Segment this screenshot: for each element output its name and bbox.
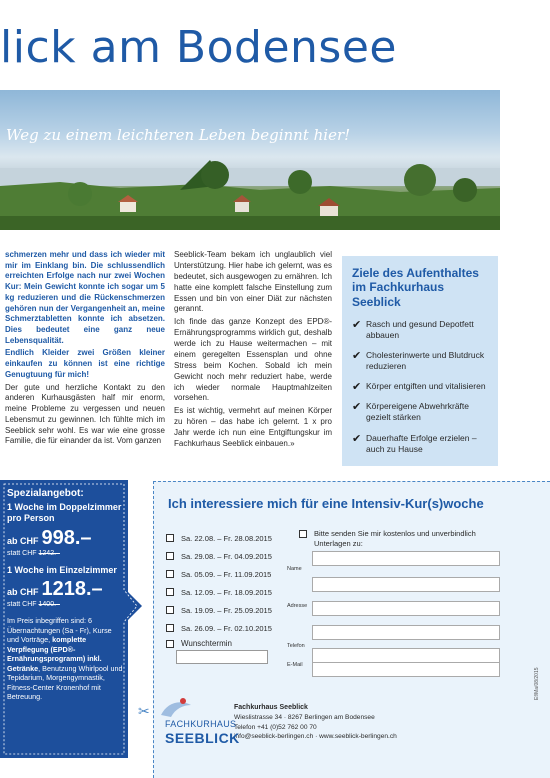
checkbox[interactable]: [166, 606, 174, 614]
included-bold: komplette Verpflegung (EPD®-Ernährungsprogramm) inkl. Getränke: [7, 635, 102, 673]
email-field[interactable]: [312, 662, 500, 677]
checkmark-icon: ✔: [352, 350, 362, 363]
checkbox[interactable]: [166, 570, 174, 578]
goals-title: Ziele des Aufenthaltes im Fachkurhaus Seeblick: [352, 266, 479, 309]
contact-phone: Telefon +41 (0)52 762 00 70: [234, 723, 317, 731]
checkbox[interactable]: [166, 534, 174, 542]
testimonial-column-1: [5, 250, 165, 449]
info-request-label: Bitte senden Sie mir kostenlos und unverbindlich Unterlagen zu:: [314, 529, 476, 549]
page-headline: lick am Bodensee: [0, 22, 397, 73]
wish-date-field[interactable]: [176, 650, 268, 664]
goal-item: [352, 350, 488, 372]
goal-text: Cholesterinwerte und Blutdruck reduzieren: [366, 350, 485, 372]
info-request-option[interactable]: [299, 529, 509, 549]
checkbox[interactable]: [166, 588, 174, 596]
phone-label: Telefon: [287, 643, 305, 649]
checkmark-icon: ✔: [352, 319, 362, 332]
date-option[interactable]: [166, 529, 272, 547]
form-title: Ich interessiere mich für eine Intensiv-Kur(s)woche: [168, 496, 484, 511]
lake-landscape-illustration: [0, 90, 500, 230]
date-option[interactable]: [166, 565, 272, 583]
date-label: Sa. 19.09. – Fr. 25.09.2015: [181, 605, 272, 615]
hero-tagline: Weg zu einem leichteren Leben beginnt hier!: [6, 126, 351, 144]
checkbox[interactable]: [166, 640, 174, 648]
double-room-old-price: [7, 550, 125, 557]
print-code: Ef/Ma/08/2015: [534, 667, 540, 700]
special-offer-panel: [0, 480, 142, 758]
goal-text: Dauerhafte Erfolge erzielen – auch zu Hause: [366, 432, 477, 454]
included-rest: , Benutzung Whirlpool und Tepidarium, Morgengymnastik, Fitness-Center Kronenhof mit Betreuung.: [7, 663, 123, 702]
date-option[interactable]: [166, 619, 272, 637]
phone-field[interactable]: [312, 648, 500, 663]
goal-item: [352, 401, 488, 423]
double-room-price: 998.–: [41, 526, 92, 549]
single-room-price: 1218.–: [41, 578, 103, 601]
date-label: Sa. 05.09. – Fr. 11.09.2015: [181, 569, 272, 579]
old-price-value: 1242.–: [38, 549, 60, 557]
testimonial-paragraph-2: Ich finde das ganze Konzept des EPD®-Ernährungsprogramms wirklich gut, deshalb werde ich zu Hause weitermachen – mit einem geregelten Essensplan und ohne Stress beim Kochen. Sobald ich mein Gewicht noch mehr reduziert habe, werde ich wieder normale Hauptmahlzeiten vorsehen.: [174, 317, 332, 403]
old-price-value: 1400.–: [38, 601, 60, 609]
checkmark-icon: ✔: [352, 381, 362, 394]
email-label: E-Mail: [287, 662, 303, 668]
date-label: Sa. 29.08. – Fr. 04.09.2015: [181, 551, 272, 561]
checkmark-icon: ✔: [352, 401, 362, 414]
checkbox[interactable]: [299, 530, 307, 538]
goal-item: [352, 381, 488, 392]
hero-image: [0, 90, 500, 230]
scissors-icon: ✂: [138, 703, 150, 719]
goals-box: [342, 256, 498, 466]
goal-item: [352, 433, 488, 455]
seeblick-logo: [153, 693, 253, 753]
testimonial-column-2: [174, 250, 332, 452]
name-label: Name: [287, 566, 302, 572]
price-prefix: ab CHF: [7, 535, 39, 546]
offer-title: Spezialangebot:: [7, 488, 84, 499]
date-option[interactable]: [166, 547, 272, 565]
contact-web: info@seeblick-berlingen.ch · www.seeblick-berlingen.ch: [234, 733, 397, 741]
offer-single-room-title: 1 Woche im Einzelzimmer: [7, 564, 117, 575]
goal-text: Rasch und gesund Depotfett abbauen: [366, 319, 474, 341]
price-prefix: ab CHF: [7, 587, 39, 598]
testimonial-text: Der gute und herzliche Kontakt zu den anderen Kurhausgästen half mir enorm, meine Probleme zu vergessen und neuen Lebensmut zu gewinnen. Ich fühlte mich im Seeblick sehr wohl. Es war wie eine grosse Familie, die für einander da ist. Vom ganzen: [5, 382, 165, 446]
address-field-line-2[interactable]: [312, 625, 500, 640]
logo-bottom-text: SEEBLICK: [165, 730, 240, 746]
date-options: [166, 529, 272, 637]
logo-top-text: FACHKURHAUS: [165, 719, 237, 729]
old-price-label: statt CHF: [7, 601, 37, 609]
testimonial-highlight-2: Endlich Kleider zwei Größen kleiner einkaufen zu können ist eine richtige Genugtuung für mich!: [5, 348, 165, 379]
goal-text: Körpereigene Abwehrkräfte gezielt stärken: [366, 401, 470, 423]
name-field-line-2[interactable]: [312, 577, 500, 592]
testimonial-paragraph-3: Es ist wichtig, vermehrt auf meinen Körper zu hören – das habe ich gelernt. 1 x pro Jahr werde ich nun eine Entgiftungskur im Fachkurhaus Seeblick einbauen.»: [174, 406, 332, 448]
contact-address: Wieslistrasse 34 · 8267 Berlingen am Bodensee: [234, 714, 375, 722]
checkmark-icon: ✔: [352, 432, 362, 445]
date-option[interactable]: [166, 601, 272, 619]
date-option[interactable]: [166, 583, 272, 601]
goals-list: [352, 319, 488, 454]
checkbox[interactable]: [166, 624, 174, 632]
address-label: Adresse: [287, 603, 308, 609]
offer-included-text: [7, 616, 125, 702]
wish-date-label: Wunschtermin: [181, 639, 232, 648]
address-field-line-1[interactable]: [312, 601, 500, 616]
contact-name: Fachkurhaus Seeblick: [234, 704, 308, 711]
date-label: Sa. 22.08. – Fr. 28.08.2015: [181, 533, 272, 543]
date-label: Sa. 26.09. – Fr. 02.10.2015: [181, 623, 272, 633]
name-field-line-1[interactable]: [312, 551, 500, 566]
checkbox[interactable]: [166, 552, 174, 560]
goal-item: [352, 319, 488, 341]
contact-block: [234, 703, 397, 742]
date-label: Sa. 12.09. – Fr. 18.09.2015: [181, 587, 272, 597]
single-room-old-price: [7, 601, 125, 608]
wish-date-option[interactable]: [166, 639, 232, 648]
testimonial-paragraph-1: Seeblick-Team bekam ich unglaublich viel Unterstützung. Hier habe ich gelernt, was es bedeutet, sich ausgewogen zu ernähren. Ich hatte eine komplett falsche Einstellung zum Essen und bin von einer Diät zur nächsten gerannt.: [174, 250, 332, 314]
testimonial-highlight: schmerzen mehr und dass ich wieder mit mir im Einklang bin. Die schlussendlich erreichten Erfolge nach nur zwei Wochen Kur: Mein Gewicht konnte ich sogar um 5 kg reduzieren und die Rückenschmerzen gehören nun der Vergangenheit an, meine Schmerztabletten konnte ich absetzen. Dies bedeutet eine ganz neue Lebensqualität.: [5, 250, 165, 345]
included-intro: Im Preis inbegriffen sind: 6 Übernachtungen (Sa - Fr), Kurse und Vorträge,: [7, 616, 112, 645]
offer-double-room-title: 1 Woche im Doppelzimmer pro Person: [7, 502, 122, 523]
goal-text: Körper entgiften und vitalisieren: [366, 381, 486, 392]
old-price-label: statt CHF: [7, 549, 37, 557]
